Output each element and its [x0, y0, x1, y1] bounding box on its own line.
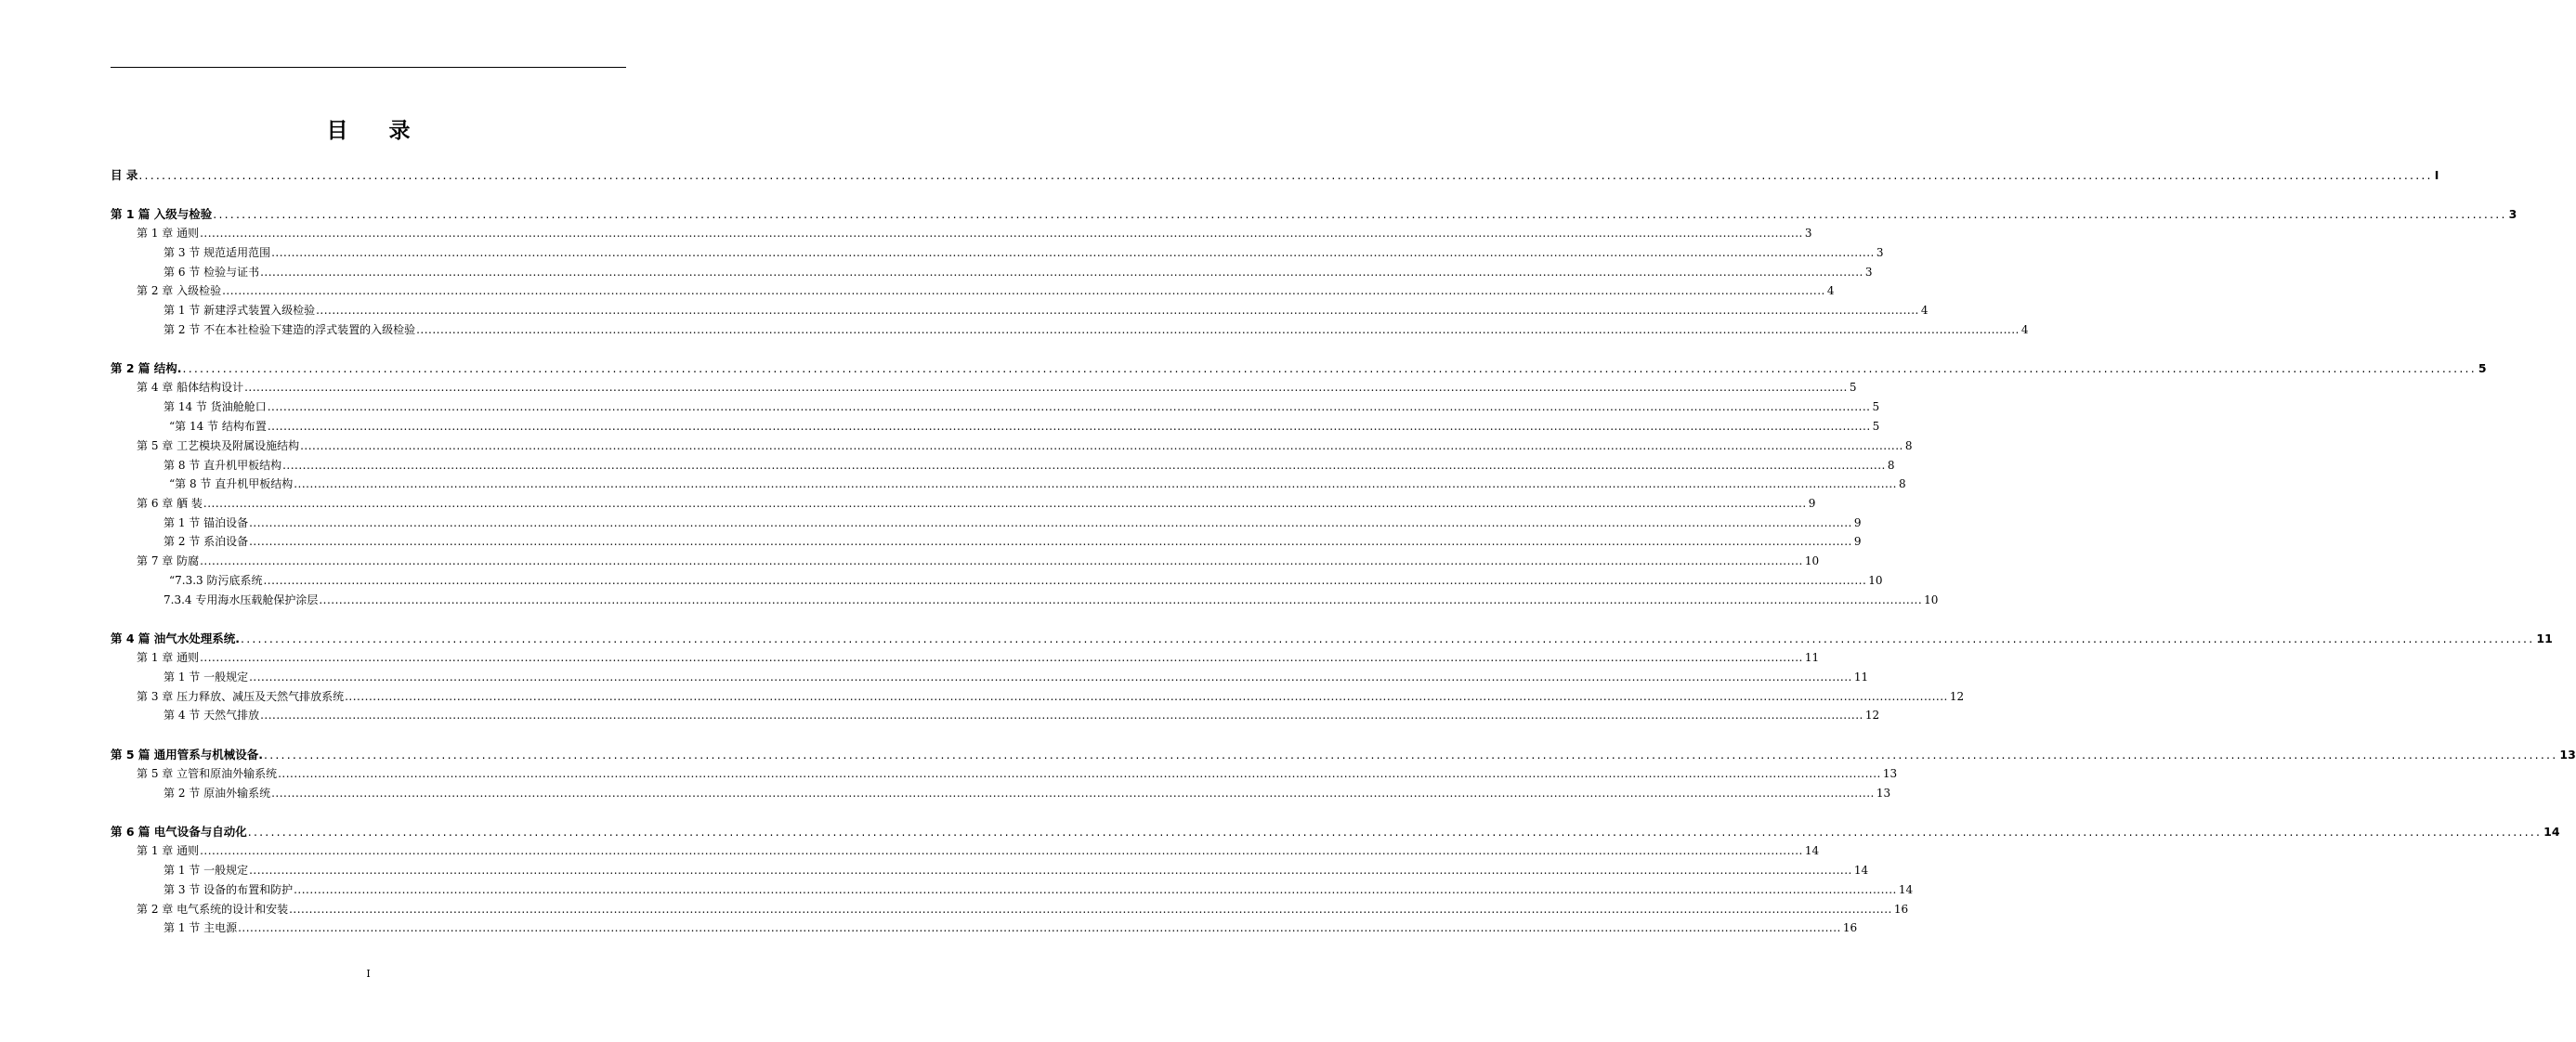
toc-entry-page: 10 — [1868, 574, 1883, 587]
toc-entry-page: 3 — [2508, 207, 2517, 221]
toc-leader-dots: ................................................................................................................................................................................................................................................................................................................................................................................................................ — [182, 361, 2477, 375]
toc-leader-dots: ................................................................................................................................................................................................................................................................................................................................................................................................................ — [138, 168, 2433, 182]
toc-entry-label: 第 4 篇 油气水处理系统. — [111, 632, 241, 645]
toc-entry-label: 第 8 节 直升机甲板结构 — [163, 459, 282, 472]
toc-entry-page: 13 — [1876, 787, 1891, 800]
toc-entry-label: 第 4 节 天然气排放 — [163, 709, 260, 722]
toc-leader-dots: ................................................................................................................................................................................................................................................................................................................................................................................................................ — [300, 439, 1903, 452]
toc-entry-label: 目 录 — [111, 168, 138, 182]
toc-leader-dots: ................................................................................................................................................................................................................................................................................................................................................................................................................ — [294, 883, 1897, 896]
toc-entry[interactable] — [111, 475, 1906, 494]
toc-leader-dots: ................................................................................................................................................................................................................................................................................................................................................................................................................ — [267, 420, 1871, 433]
toc-entry-page: 13 — [1882, 767, 1898, 780]
toc-entry-label: “第 8 节 直升机甲板结构 — [169, 477, 294, 490]
toc-leader-dots: ................................................................................................................................................................................................................................................................................................................................................................................................................ — [416, 323, 2020, 336]
toc-entry-page: 11 — [2536, 632, 2553, 645]
toc-entry[interactable] — [111, 861, 1869, 880]
toc-entry[interactable] — [111, 822, 2560, 841]
toc-entry-page: 16 — [1842, 921, 1858, 934]
toc-entry-page: 5 — [1872, 400, 1880, 413]
toc-leader-dots: ................................................................................................................................................................................................................................................................................................................................................................................................................ — [241, 632, 2535, 645]
toc-entry-label: 第 1 节 主电源 — [163, 921, 238, 934]
toc-entry-page: 14 — [2543, 825, 2560, 839]
toc-entry[interactable] — [111, 629, 2553, 648]
toc-leader-dots: ................................................................................................................................................................................................................................................................................................................................................................................................................ — [264, 748, 2558, 762]
toc-entry-page: 3 — [1804, 227, 1812, 240]
toc-entry-page: 16 — [1893, 903, 1909, 916]
page-number: I — [366, 968, 371, 980]
toc-leader-dots: ................................................................................................................................................................................................................................................................................................................................................................................................................ — [294, 477, 1897, 490]
toc-leader-dots: ................................................................................................................................................................................................................................................................................................................................................................................................................ — [271, 787, 1875, 800]
toc-entry[interactable] — [111, 918, 1858, 938]
toc-leader-dots: ................................................................................................................................................................................................................................................................................................................................................................................................................ — [247, 825, 2543, 839]
toc-leader-dots: ................................................................................................................................................................................................................................................................................................................................................................................................................ — [289, 903, 1892, 916]
toc-entry-page: 12 — [1864, 709, 1880, 722]
toc-entry-label: 第 4 章 船体结构设计 — [137, 381, 244, 394]
toc-entry[interactable] — [111, 552, 1820, 571]
toc-entry-page: 8 — [1887, 459, 1895, 472]
toc-entry[interactable] — [111, 494, 1816, 514]
toc-leader-dots: ................................................................................................................................................................................................................................................................................................................................................................................................................ — [200, 554, 1803, 567]
toc-leader-dots: ................................................................................................................................................................................................................................................................................................................................................................................................................ — [200, 651, 1803, 664]
toc-entry-label: 第 3 节 规范适用范围 — [163, 246, 271, 259]
toc-entry-label: 第 1 章 通则 — [137, 651, 200, 664]
toc-entry-label: “第 14 节 结构布置 — [169, 420, 267, 433]
toc-entry[interactable] — [111, 841, 1820, 861]
toc-entry-page: 5 — [2478, 361, 2487, 375]
toc-entry-page: 8 — [1904, 439, 1913, 452]
toc-entry-label: 第 5 篇 通用管系与机械设备. — [111, 748, 264, 762]
toc-leader-dots: ................................................................................................................................................................................................................................................................................................................................................................................................................ — [200, 227, 1803, 240]
toc-entry-page: 14 — [1898, 883, 1914, 896]
toc-entry-label: 第 6 节 检验与证书 — [163, 266, 260, 279]
toc-entry-page: 10 — [1804, 554, 1820, 567]
toc-entry-page: 11 — [1853, 671, 1869, 684]
toc-entry-label: 第 2 篇 结构. — [111, 361, 182, 375]
toc-entry-page: 4 — [1920, 304, 1929, 317]
toc-leader-dots: ................................................................................................................................................................................................................................................................................................................................................................................................................ — [319, 593, 1923, 606]
toc-leader-dots: ................................................................................................................................................................................................................................................................................................................................................................................................................ — [316, 304, 1919, 317]
toc-entry-label: 第 6 篇 电气设备与自动化 — [111, 825, 247, 839]
toc-entry-page: 13 — [2559, 748, 2576, 762]
toc-entry[interactable] — [111, 456, 1895, 475]
toc-entry[interactable] — [111, 281, 1835, 301]
toc-entry-page: 10 — [1924, 593, 1939, 606]
toc-entry-label: 第 2 节 系泊设备 — [163, 535, 249, 548]
toc-entry[interactable] — [111, 668, 1869, 687]
toc-entry[interactable] — [111, 591, 1939, 610]
toc-entry-label: 第 1 节 新建浮式装置入级检验 — [163, 304, 316, 317]
toc-leader-dots: ................................................................................................................................................................................................................................................................................................................................................................................................................ — [345, 690, 1948, 703]
toc-entry[interactable] — [111, 301, 1929, 320]
toc-leader-dots: ................................................................................................................................................................................................................................................................................................................................................................................................................ — [271, 246, 1875, 259]
toc-entry-label: 第 14 节 货油舱舱口 — [163, 400, 267, 413]
toc-leader-dots: ................................................................................................................................................................................................................................................................................................................................................................................................................ — [282, 459, 1886, 472]
toc-entry[interactable] — [111, 436, 1913, 456]
toc-entry[interactable] — [111, 417, 1880, 436]
toc-entry-page: 5 — [1849, 381, 1857, 394]
toc-entry-label: 第 3 章 压力释放、减压及天然气排放系统 — [137, 690, 345, 703]
toc-entry-label: 第 2 章 电气系统的设计和安装 — [137, 903, 289, 916]
toc-entry-label: 第 5 章 立管和原油外输系统 — [137, 767, 278, 780]
toc-entry-label: 第 7 章 防腐 — [137, 554, 200, 567]
toc-entry[interactable] — [111, 687, 1965, 707]
toc-entry[interactable] — [111, 745, 2576, 764]
toc-entry-label: 第 1 章 通则 — [137, 844, 200, 857]
toc-entry-label: 第 1 篇 入级与检验 — [111, 207, 213, 221]
toc-entry-page: 3 — [1876, 246, 1884, 259]
toc-entry-label: 第 1 节 一般规定 — [163, 864, 249, 877]
toc-entry[interactable] — [111, 397, 1880, 417]
header-rule — [111, 67, 626, 68]
toc-leader-dots: ................................................................................................................................................................................................................................................................................................................................................................................................................ — [200, 844, 1803, 857]
toc-entry[interactable] — [111, 706, 1880, 725]
toc-entry-label: 第 2 章 入级检验 — [137, 284, 222, 297]
toc-entry-page: 9 — [1853, 535, 1862, 548]
toc-leader-dots: ................................................................................................................................................................................................................................................................................................................................................................................................................ — [213, 207, 2507, 221]
toc-entry[interactable] — [111, 263, 1873, 282]
toc-entry-page: 9 — [1853, 516, 1862, 529]
toc-entry-page: 3 — [1864, 266, 1873, 279]
toc-entry-page: 5 — [1872, 420, 1880, 433]
toc-entry-label: 第 2 节 不在本社检验下建造的浮式装置的入级检验 — [163, 323, 416, 336]
toc-leader-dots: ................................................................................................................................................................................................................................................................................................................................................................................................................ — [249, 516, 1852, 529]
toc-entry[interactable] — [111, 571, 1883, 591]
toc-leader-dots: ................................................................................................................................................................................................................................................................................................................................................................................................................ — [203, 497, 1807, 510]
toc-leader-dots: ................................................................................................................................................................................................................................................................................................................................................................................................................ — [267, 400, 1871, 413]
toc-leader-dots: ................................................................................................................................................................................................................................................................................................................................................................................................................ — [249, 671, 1852, 684]
toc-entry-label: 第 3 节 设备的布置和防护 — [163, 883, 294, 896]
toc-entry[interactable] — [111, 165, 2439, 185]
toc-entry-page: 4 — [1826, 284, 1835, 297]
toc-entry-page: 14 — [1804, 844, 1820, 857]
toc-entry[interactable] — [111, 358, 2487, 378]
toc-entry[interactable] — [111, 204, 2517, 224]
toc-entry-label: 第 1 章 通则 — [137, 227, 200, 240]
toc-entry-label: 7.3.4 专用海水压载舱保护涂层 — [163, 593, 319, 606]
toc-entry[interactable] — [111, 648, 1820, 668]
toc-leader-dots: ................................................................................................................................................................................................................................................................................................................................................................................................................ — [244, 381, 1848, 394]
toc-entry-label: 第 5 章 工艺模块及附属设施结构 — [137, 439, 300, 452]
toc-entry-page: I — [2434, 168, 2439, 182]
toc-entry[interactable] — [111, 764, 1898, 784]
toc-leader-dots: ................................................................................................................................................................................................................................................................................................................................................................................................................ — [263, 574, 1867, 587]
toc-entry[interactable] — [111, 784, 1891, 803]
page-title: 目 录 — [326, 119, 427, 143]
toc-leader-dots: ................................................................................................................................................................................................................................................................................................................................................................................................................ — [278, 767, 1881, 780]
toc-leader-dots: ................................................................................................................................................................................................................................................................................................................................................................................................................ — [260, 709, 1863, 722]
toc-entry-page: 9 — [1808, 497, 1816, 510]
toc-entry-label: “7.3.3 防污底系统 — [169, 574, 263, 587]
toc-entry-label: 第 6 章 舾 装 — [137, 497, 203, 510]
toc-entry-page: 12 — [1949, 690, 1965, 703]
toc-entry[interactable] — [111, 378, 1857, 397]
toc-entry-page: 8 — [1899, 477, 1906, 490]
toc-leader-dots: ................................................................................................................................................................................................................................................................................................................................................................................................................ — [238, 921, 1841, 934]
toc-entry[interactable] — [111, 514, 1862, 533]
toc-entry-page: 4 — [2020, 323, 2029, 336]
toc-entry[interactable] — [111, 224, 1812, 243]
toc-entry[interactable] — [111, 320, 2029, 340]
toc-entry[interactable] — [111, 532, 1862, 552]
toc-entry-label: 第 2 节 原油外输系统 — [163, 787, 271, 800]
toc-entry[interactable] — [111, 243, 1884, 263]
toc-leader-dots: ................................................................................................................................................................................................................................................................................................................................................................................................................ — [249, 535, 1852, 548]
toc-entry[interactable] — [111, 880, 1914, 900]
toc-entry-label: 第 1 节 一般规定 — [163, 671, 249, 684]
toc-entry-label: 第 1 节 锚泊设备 — [163, 516, 249, 529]
toc-leader-dots: ................................................................................................................................................................................................................................................................................................................................................................................................................ — [222, 284, 1825, 297]
toc-entry-page: 14 — [1853, 864, 1869, 877]
toc-entry[interactable] — [111, 900, 1909, 919]
toc-entry-page: 11 — [1804, 651, 1820, 664]
toc-leader-dots: ................................................................................................................................................................................................................................................................................................................................................................................................................ — [249, 864, 1852, 877]
toc-leader-dots: ................................................................................................................................................................................................................................................................................................................................................................................................................ — [260, 266, 1863, 279]
